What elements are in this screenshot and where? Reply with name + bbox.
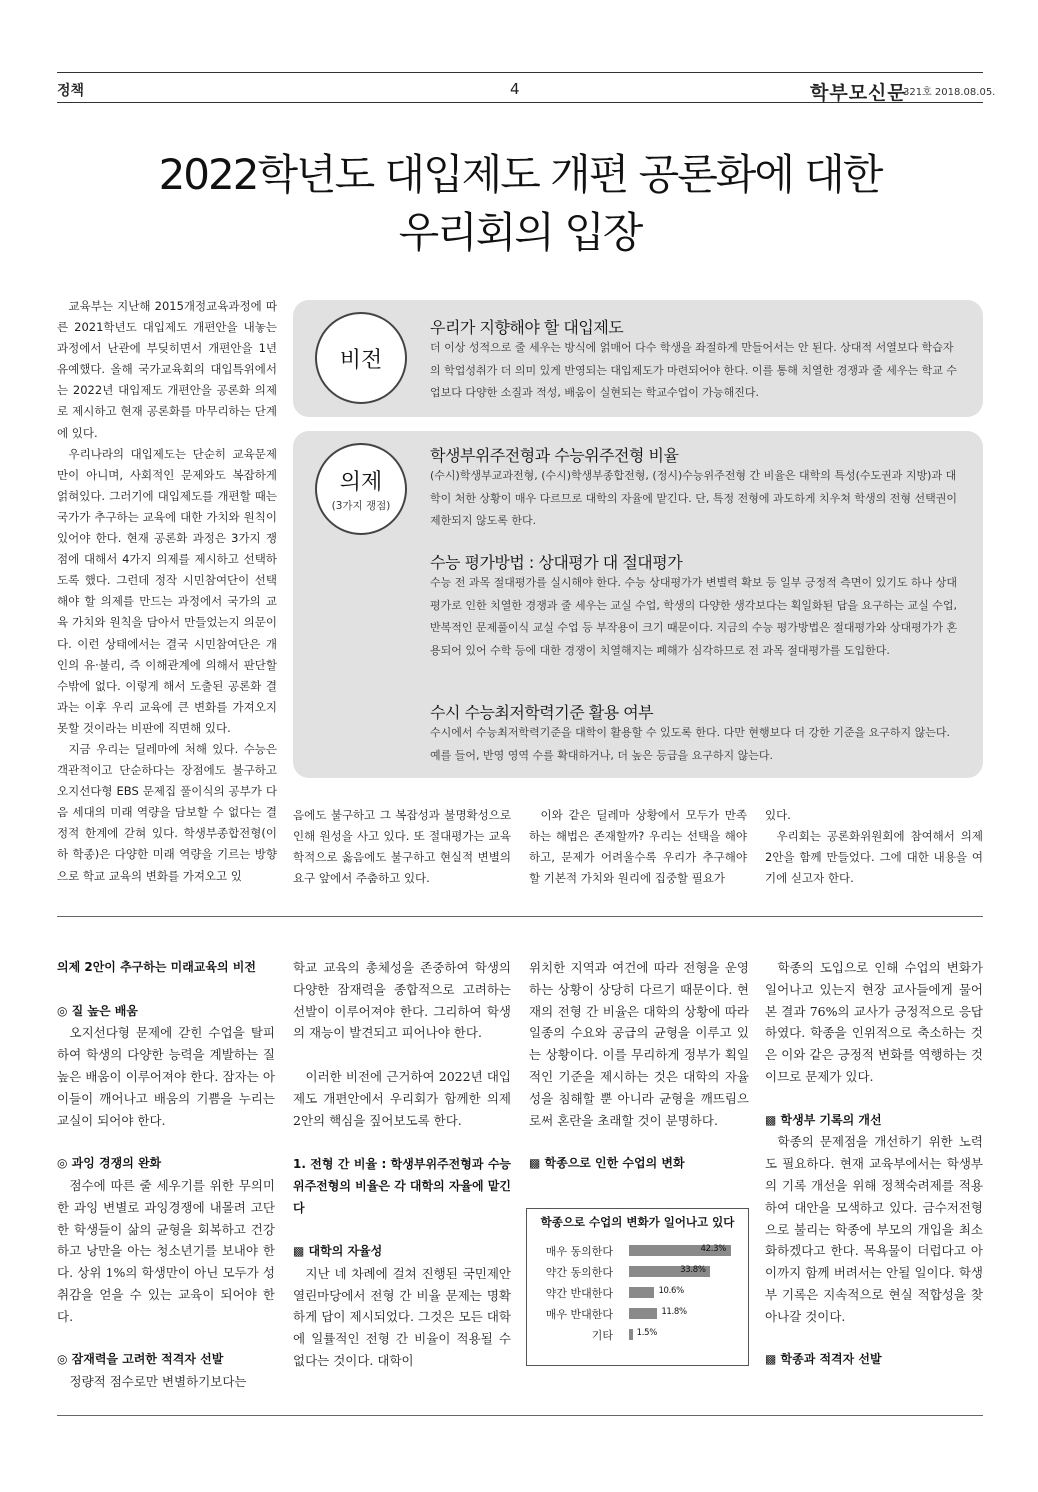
intro-column-2-text: 음에도 불구하고 그 복잡성과 불명확성으로 인해 원성을 사고 있다. 또 절대평가는 교육학적으로 옳음에도 불구하고 현실적 변별의 요구 앞에서 주춤하고 있다.	[293, 808, 511, 886]
vision-text: 더 이상 성적으로 줄 세우는 방식에 얽매어 다수 학생을 좌절하게 만들어서는 안 된다. 상대적 서열보다 학습자의 학업성취가 더 의미 있게 반영되는 대입제도가 마련되어야 한다. 이를 통해 치열한 경쟁과 줄 세우는 학교 수업보다 다양한 소질과 적성, 배움이 실현되는 학교수업이 가능해진다.	[430, 341, 957, 400]
subsection-potential-selection: ◎ 잠재력을 고려한 적격자 선발	[57, 1352, 224, 1367]
chart-row	[527, 1243, 748, 1259]
header-bottom-rule	[57, 102, 983, 103]
article-title-line2: 우리회의 입장	[398, 208, 642, 257]
agenda-item-1-heading: 학생부위주전형과 수능위주전형 비율	[430, 446, 679, 465]
chart-category-label: 약간 동의한다	[545, 1266, 613, 1279]
lower-column-3	[529, 957, 749, 1175]
newspaper-logo: 학부모신문	[810, 82, 907, 104]
intro-column-3-text: 이와 같은 딜레마 상황에서 모두가 만족하는 해법은 존재할까? 우리는 선택을 해야 하고, 문제가 어려울수록 우리가 추구해야 할 기본적 가치와 원리에 집중할 필요가	[529, 808, 747, 886]
agenda-item-2-text: 수능 전 과목 절대평가를 실시해야 한다. 수능 상대평가가 변별력 확보 등 일부 긍정적 측면이 있기도 하나 상대평가로 인한 치열한 경쟁과 줄 세우는 교실 수업, 학생의 다양한 생각보다는 획일화된 답을 요구하는 교실 수업, 반복적인 문제풀이식 교실 수업 등 부작용이 크기 때문이다. 지금의 수능 평가방법은 절대평가와 상대평가가 혼용되어 있어 수학 등에 대한 경쟁이 치열해지는 폐해가 심각하므로 전 과목 절대평가를 도입한다.	[430, 576, 958, 657]
chart-category-label: 기타	[591, 1329, 613, 1342]
lower-column-2	[293, 957, 511, 1372]
intro-column-4-text-b: 우리회는 공론화위원회에 참여해서 의제 2안을 함께 만들었다. 그에 대한 내용을 여기에 싣고자 한다.	[765, 829, 983, 886]
chart-bar	[629, 1287, 654, 1298]
agenda-item-2-heading: 수능 평가방법 : 상대평가 대 절대평가	[430, 553, 683, 572]
chart-bar	[629, 1308, 657, 1319]
intro-column-2	[293, 805, 511, 889]
chart-row	[527, 1306, 748, 1322]
chart-category-label: 매우 반대한다	[545, 1308, 613, 1321]
header-top-rule	[57, 72, 983, 73]
chart-value-label: 11.8%	[661, 1307, 687, 1317]
potential-selection-text: 정량적 점수로만 변별하기보다는	[69, 1374, 247, 1390]
agenda-item-3-heading: 수시 수능최저학력기준 활용 여부	[430, 703, 654, 722]
intro-column-4	[765, 805, 983, 889]
subsection-quality-learning: ◎ 질 높은 배움	[57, 1003, 138, 1018]
competition-relief-text: 점수에 따른 줄 세우기를 위한 무의미한 과잉 변별로 과잉경쟁에 내몰려 고단한 학생들이 삶의 균형을 회복하고 건강하고 낭만을 아는 청소년기를 보내야 한다. 상위 1%의 학생만이 아닌 모두가 성취감을 얻을 수 있는 교육이 되어야 한다.	[57, 1177, 275, 1324]
lower-column-4	[765, 957, 983, 1371]
vision-heading: 우리가 지향해야 할 대입제도	[430, 318, 624, 337]
intro-column-1	[57, 296, 277, 887]
section-label: 정책	[57, 83, 85, 99]
lower-column-4-paragraph-1: 학종의 도입으로 인해 수업의 변화가 일어나고 있는지 현장 교사들에게 물어본 결과 76%의 교사가 긍정적으로 응답하였다. 학종을 인위적으로 축소하는 것은 이와 같은 긍정적 변화를 역행하는 것이므로 문제가 있다.	[765, 960, 983, 1084]
intro-column-4-text-a: 있다.	[765, 808, 791, 822]
chart-category-label: 매우 동의한다	[545, 1245, 613, 1258]
chart-bar	[629, 1329, 633, 1340]
lower-column-2-paragraph-2: 이러한 비전에 근거하여 2022년 대입제도 개편안에서 우리회가 함께한 의제 2안의 핵심을 짚어보도록 한다.	[293, 1068, 511, 1128]
vision-circle	[315, 312, 407, 404]
chart-value-label: 42.3%	[700, 1244, 727, 1254]
chart-value-label: 33.8%	[680, 1265, 706, 1275]
selection-heading: ▩ 학종과 적격자 선발	[765, 1352, 882, 1367]
issue-date: 321호 2018.08.05.	[903, 87, 996, 98]
bottom-rule	[57, 1415, 983, 1416]
intro-paragraph-2: 우리나라의 대입제도는 단순히 교육문제만이 아니며, 사회적인 문제와도 복잡하게 얽혀있다. 그러기에 대입제도를 개편할 때는 국가가 추구하는 교육에 대한 가치와 원칙이 있어야 한다. 현재 공론화 과정은 3가지 쟁점에 대해서 4가지 의제를 제시하고 선택하도록 했다. 그런데 정작 시민참여단이 선택해야 할 의제를 만드는 과정에서 국가의 교육 가치와 원칙을 담아서 만들었는지 의문이다. 이런 상태에서는 결국 시민참여단은 개인의 유·불리, 즉 이해관계에 의해서 판단할 수밖에 없다. 이렇게 해서 도출된 공론화 결과는 이후 우리 교육에 큰 변화를 가져오지 못할 것이라는 비판에 직면해 있다.	[57, 446, 277, 735]
article-title-line1: 2022학년도 대입제도 개편 공론화에 대한	[158, 150, 882, 199]
intro-column-3	[529, 805, 747, 889]
subsection-competition-relief: ◎ 과잉 경쟁의 완화	[57, 1156, 162, 1171]
lower-column-3-paragraph-1: 위치한 지역과 여건에 따라 전형을 운영하는 상황이 상당히 다르기 때문이다. 현재의 전형 간 비율은 대학의 상황에 따라 일종의 수요와 공급의 균형을 이루고 있는 상황이다. 이를 무리하게 정부가 획일적인 기준을 제시하는 것은 대학의 자율성을 침해할 뿐 아니라 균형을 깨뜨림으로써 혼란을 초래할 것이 분명하다.	[529, 960, 749, 1128]
university-autonomy-heading: ▩ 대학의 자율성	[293, 1243, 383, 1258]
survey-chart	[526, 1208, 749, 1366]
chart-category-label: 약간 반대한다	[545, 1287, 613, 1300]
vision-section-heading: 의제 2안이 추구하는 미래교육의 비전	[57, 960, 256, 974]
lower-column-1	[57, 957, 275, 1393]
agenda-circle	[315, 443, 407, 535]
chart-title: 학종으로 수업의 변화가 일어나고 있다	[540, 1215, 735, 1229]
record-improvement-heading: ▩ 학생부 기록의 개선	[765, 1112, 882, 1127]
chart-value-label: 10.6%	[658, 1286, 684, 1296]
agenda-item-1-text: (수시)학생부교과전형, (수시)학생부종합전형, (정시)수능위주전형 간 비율은 대학의 특성(수도권과 지방)과 대학이 처한 상황이 매우 다르므로 대학의 자율에 맡긴다. 단, 특정 전형에 과도하게 치우쳐 학생의 전형 선택권이 제한되지 않도록 한다.	[430, 469, 957, 528]
page-number: 4	[510, 80, 520, 98]
ratio-heading: 1. 전형 간 비율 : 학생부위주전형과 수능위주전형의 비율은 각 대학의 자율에 맡긴다	[293, 1157, 511, 1216]
chart-row	[527, 1327, 748, 1343]
record-improvement-text: 학종의 문제점을 개선하기 위한 노력도 필요하다. 현재 교육부에서는 학생부의 기록 개선을 위해 정책숙려제를 적용하여 대안을 모색하고 있다. 금수저전형으로 불리는 학종에 부모의 개입을 최소화하겠다고 한다. 목욕물이 더럽다고 아이까지 함께 버려서는 안될 일이다. 학생부 기록은 지속적으로 현실 적합성을 찾아나갈 것이다.	[765, 1134, 983, 1324]
agenda-circle-label: 의제	[339, 470, 383, 495]
agenda-item-3-text: 수시에서 수능최저학력기준을 대학이 활용할 수 있도록 한다. 다만 현행보다 더 강한 기준을 요구하지 않는다. 예를 들어, 반영 영역 수를 확대하거나, 더 높은 등급을 요구하지 않는다.	[430, 726, 950, 762]
vision-box	[293, 300, 983, 417]
lower-column-2-paragraph-1: 학교 교육의 총체성을 존중하여 학생의 다양한 잠재력을 종합적으로 고려하는 선발이 이루어져야 한다. 그리하여 학생의 재능이 발견되고 피어나야 한다.	[293, 960, 511, 1041]
chart-value-label: 1.5%	[636, 1328, 657, 1338]
intro-paragraph-3: 지금 우리는 딜레마에 처해 있다. 수능은 객관적이고 단순하다는 장점에도 불구하고 오지선다형 EBS 문제집 풀이식의 공부가 다음 세대의 미래 역량을 담보할 수 없다는 결정적 한계에 갇혀 있다. 학생부종합전형(이하 학종)은 다양한 미래 역량을 기르는 방향으로 학교 교육의 변화를 가져오고 있	[57, 741, 277, 883]
section-divider	[57, 916, 983, 917]
agenda-circle-sublabel: (3가지 쟁점)	[331, 500, 391, 512]
vision-circle-label: 비전	[339, 347, 383, 373]
chart-row	[527, 1264, 748, 1280]
quality-learning-text: 오지선다형 문제에 갇힌 수업을 탈피하여 학생의 다양한 능력을 계발하는 질 높은 배움이 이루어져야 한다. 잠자는 아이들이 깨어나고 배움의 기쁨을 누리는 교실이 되어야 한다.	[57, 1025, 275, 1128]
class-change-heading: ▩ 학종으로 인한 수업의 변화	[529, 1156, 685, 1171]
chart-row	[527, 1285, 748, 1301]
agenda-box	[293, 431, 983, 778]
university-autonomy-text: 지난 네 차례에 걸쳐 진행된 국민제안 열린마당에서 전형 간 비율 문제는 명확하게 답이 제시되었다. 그것은 모든 대학에 일률적인 전형 간 비율이 적용될 수 없다는 것이다. 대학이	[293, 1265, 511, 1368]
intro-paragraph-1: 교육부는 지난해 2015개정교육과정에 따른 2021학년도 대입제도 개편안을 내놓는 과정에서 난관에 부딪히면서 개편안을 1년 유예했다. 올해 국가교육회의 대입특위에서는 2022년 대입제도 개편안을 공론화 의제로 제시하고 현재 공론화를 마무리하는 단계에 있다.	[57, 299, 277, 440]
